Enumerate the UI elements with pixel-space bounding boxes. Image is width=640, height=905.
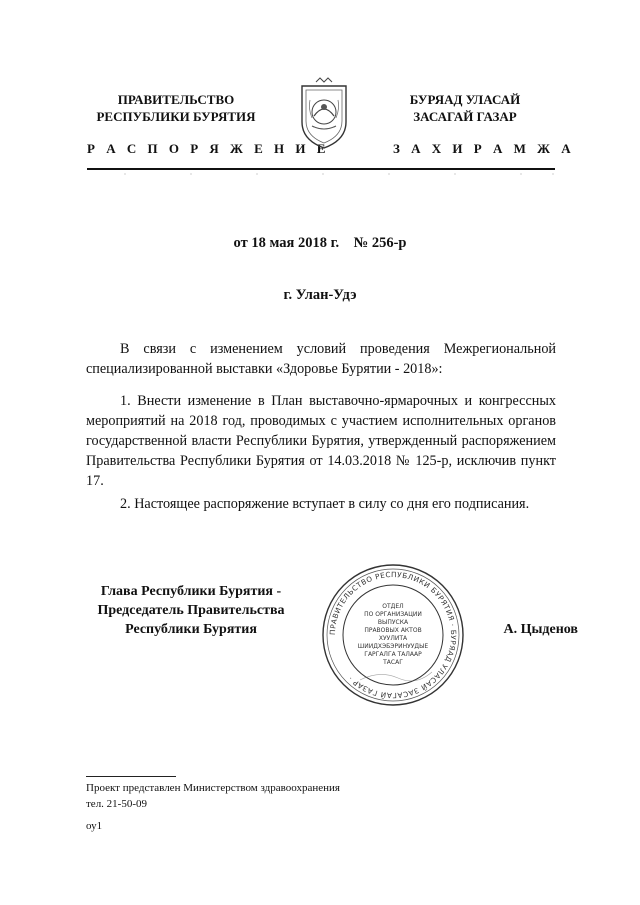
signatory-name: А. Цыденов xyxy=(503,622,578,637)
header-right-line1: БУРЯАД УЛАСАЙ xyxy=(409,92,521,107)
stamp-center-line: ВЫПУСКА xyxy=(377,619,409,626)
stamp-ring-text: ПРАВИТЕЛЬСТВО РЕСПУБЛИКИ БУРЯТИЯ · БУРЯАД УЛАСАЙ ЗАСАГАЙ ГАЗАР · xyxy=(327,569,459,701)
signatory-title-line1: Глава Республики Бурятия - xyxy=(100,584,282,599)
document-city: г. Улан-Удэ xyxy=(283,287,357,303)
stamp-center-line: ГАРГАЛГА ТАЛААР xyxy=(364,651,422,658)
stamp-center-line: ТАСАГ xyxy=(383,659,403,666)
document-date-number: от 18 мая 2018 г. № 256-р xyxy=(233,235,407,251)
signatory-title xyxy=(82,582,300,639)
stamp-center-line: ШИИДХЭБЭРИНУУДЫЕ xyxy=(357,643,429,650)
header-left-line2: РЕСПУБЛИКИ БУРЯТИЯ xyxy=(96,109,256,124)
stamp-center-line: ПРАВОВЫХ АКТОВ xyxy=(364,627,422,634)
header-right-doc-type: З А Х И Р А М Ж А xyxy=(393,141,575,156)
paragraph-item-1: 1. Внести изменение в План выставочно-ярмарочных и конгрессных мероприятий на 2018 год, проводимых с участием исполнительных органов государственной власти Республики Бурятия, утвержденный распоряжением Правительства Республики Бурятия от 14.03.2018 № 125-р, исключив пункт 17. xyxy=(86,393,556,489)
header-left-doc-type: Р А С П О Р Я Ж Е Н И Е xyxy=(87,141,330,156)
header-divider-rule xyxy=(87,168,555,170)
stamp-center-line: ХУУЛИТА xyxy=(378,635,408,642)
paragraph-intro: В связи с изменением условий проведения Межрегиональной специализированной выставки «Здоровье Бурятии - 2018»: xyxy=(86,341,556,377)
coat-of-arms-emblem-icon xyxy=(298,76,350,150)
header-right-authority xyxy=(385,91,545,125)
header-left-authority xyxy=(86,91,266,125)
footer-code: оу1 xyxy=(86,820,103,832)
footer-notes xyxy=(86,781,466,833)
stamp-center-line: ОТДЕЛ xyxy=(382,603,404,610)
signatory-title-line3: Республики Бурятия xyxy=(125,622,257,637)
footer-rule xyxy=(86,776,176,777)
header-dotted-rule xyxy=(87,171,555,177)
header-left-line1: ПРАВИТЕЛЬСТВО xyxy=(117,92,235,107)
stamp-center-line: ПО ОРГАНИЗАЦИИ xyxy=(364,611,422,618)
footer-phone: тел. 21-50-09 xyxy=(86,798,148,810)
footer-project-note: Проект представлен Министерством здравоохранения xyxy=(86,782,340,794)
header-right-line2: ЗАСАГАЙ ГАЗАР xyxy=(413,109,517,124)
official-stamp-seal xyxy=(320,562,466,708)
paragraph-item-2: 2. Настоящее распоряжение вступает в силу со дня его подписания. xyxy=(120,496,530,512)
signatory-title-line2: Председатель Правительства xyxy=(97,603,285,618)
